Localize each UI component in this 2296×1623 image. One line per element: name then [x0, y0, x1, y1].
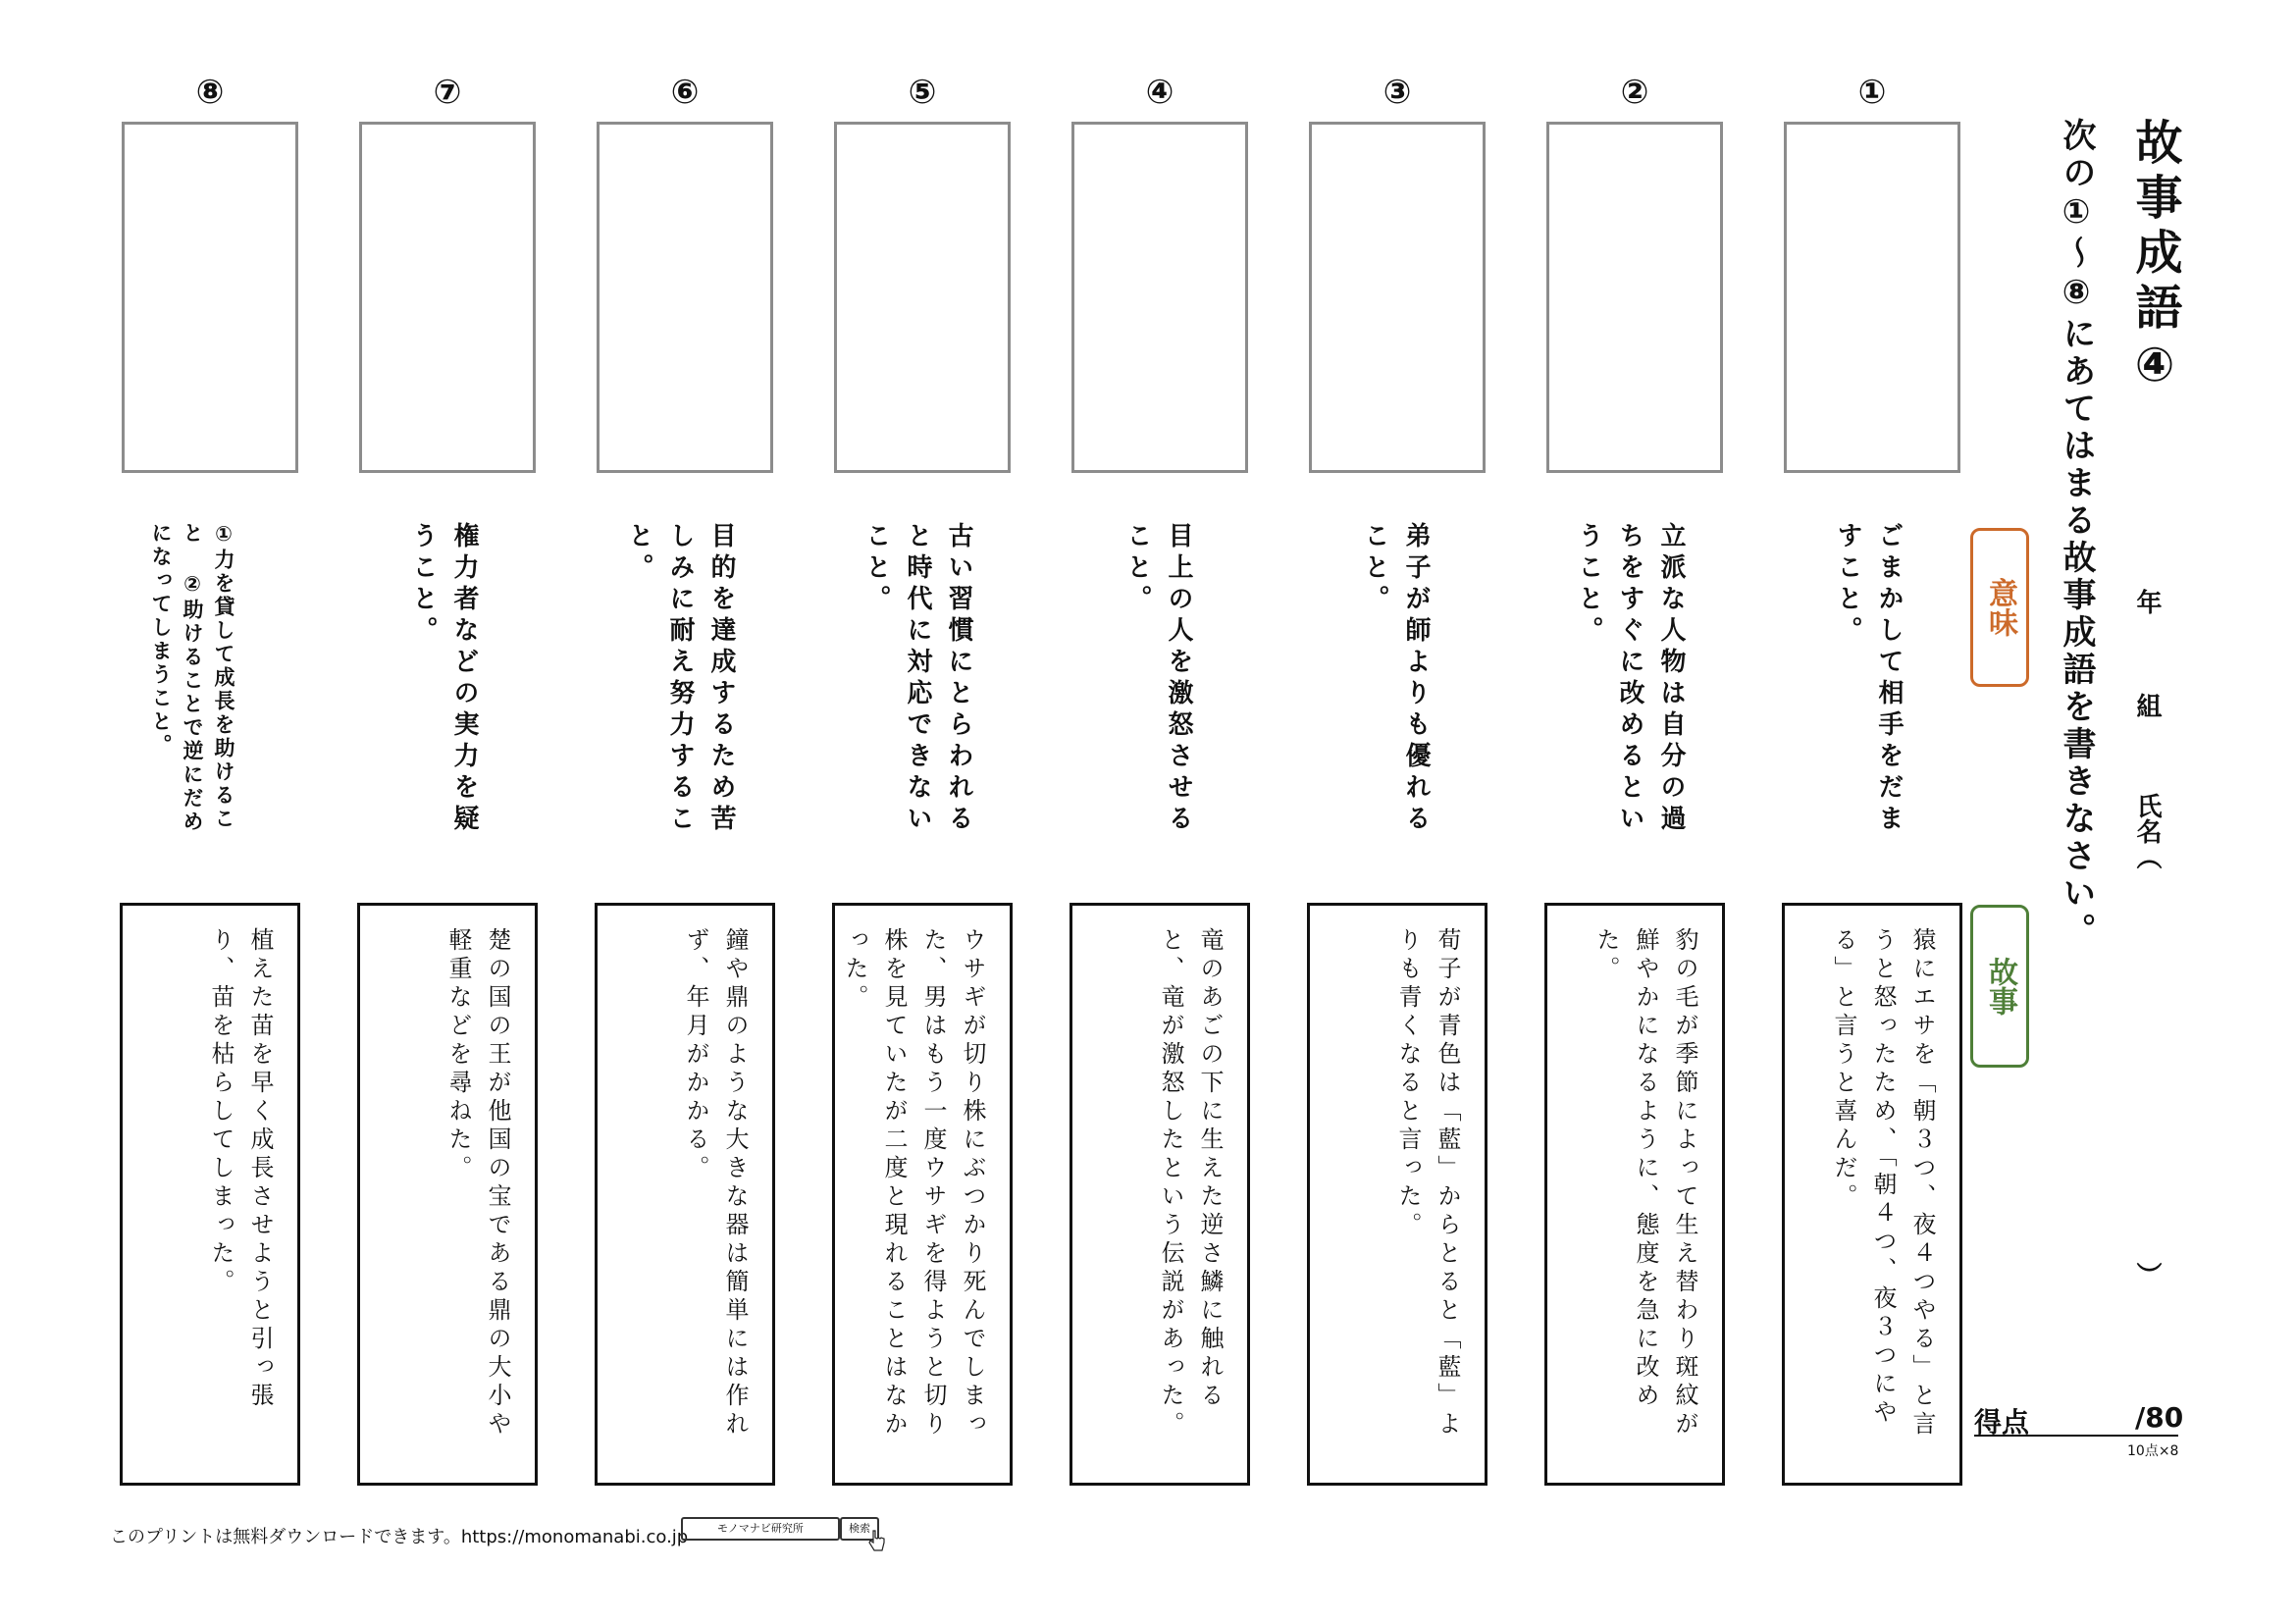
- story-box: [1782, 903, 1962, 1486]
- meaning-text: 目的を達成するため苦しみに耐え努力すること。: [624, 522, 736, 836]
- item-number: ⑦: [433, 73, 462, 112]
- answer-box-5[interactable]: [834, 122, 1011, 473]
- search-button[interactable]: 検索: [840, 1517, 879, 1541]
- answer-box-3[interactable]: [1309, 122, 1486, 473]
- meaning-text: 古い習慣にとらわれると時代に対応できないこと。: [861, 522, 973, 836]
- name-close-paren: ）: [2132, 1262, 2162, 1287]
- meaning-text: 権力者などの実力を疑うこと。: [408, 522, 479, 836]
- score-max: /80: [2135, 1401, 2184, 1434]
- footer-text: このプリントは無料ダウンロードできます。https://monomanabi.co.jp: [110, 1527, 689, 1547]
- story-box: [1307, 903, 1487, 1486]
- story-text: 植えた苗を早く成長させようと引っ張り、苗を枯らしてしまった。: [207, 927, 274, 1411]
- story-box: [832, 903, 1013, 1486]
- name-label: 氏名（: [2132, 793, 2162, 869]
- score-underline: [1974, 1435, 2178, 1437]
- item-number: ⑧: [195, 73, 225, 112]
- item-number: ⑤: [908, 73, 937, 112]
- item-number: ③: [1383, 73, 1412, 112]
- year-label: 年: [2132, 589, 2162, 614]
- story-text: 豹の毛が季節によって生え替わり斑紋が鮮やかになるように、態度を急に改めた。: [1592, 927, 1698, 1440]
- story-label: 故事: [1970, 905, 2029, 1068]
- instruction-text: 次の①〜⑧にあてはまる故事成語を書きなさい。: [2057, 118, 2096, 950]
- item-number: ②: [1620, 73, 1649, 112]
- story-text: 竜のあごの下に生えた逆さ鱗に触れると、竜が激怒したという伝説があった。: [1157, 927, 1224, 1440]
- answer-box-4[interactable]: [1071, 122, 1248, 473]
- answer-box-6[interactable]: [597, 122, 773, 473]
- answer-box-1[interactable]: [1784, 122, 1960, 473]
- answer-box-2[interactable]: [1546, 122, 1723, 473]
- item-number: ④: [1145, 73, 1174, 112]
- story-text: 猿にエサを「朝３つ、夜４つやる」と言うと怒ったため、「朝４つ、夜３つにやる」と言うと喜んだ。: [1830, 927, 1936, 1440]
- answer-box-8[interactable]: [122, 122, 298, 473]
- meaning-text: 目上の人を激怒させること。: [1122, 522, 1193, 836]
- meaning-text: ごまかして相手をだますこと。: [1833, 522, 1904, 836]
- story-text: 鐘や鼎のような大きな器は簡単には作れず、年月がかかる。: [682, 927, 749, 1440]
- score-note: 10点×8: [2127, 1443, 2179, 1459]
- answer-box-7[interactable]: [359, 122, 536, 473]
- meaning-label: 意味: [1970, 528, 2029, 687]
- meaning-text: 立派な人物は自分の過ちをすぐに改めるということ。: [1574, 522, 1686, 836]
- story-box: [595, 903, 775, 1486]
- story-text: 楚の国の王が他国の宝である鼎の大小や軽重などを尋ねた。: [444, 927, 511, 1440]
- meaning-text: 弟子が師よりも優れること。: [1360, 522, 1431, 836]
- score-label: 得点: [1974, 1406, 2030, 1439]
- story-box: [1070, 903, 1250, 1486]
- story-box: [357, 903, 538, 1486]
- story-box: [1544, 903, 1725, 1486]
- story-text: ウサギが切り株にぶつかり死んでしまった、男はもう一度ウサギを得ようと切り株を見ていたが二度と現れることはなかった。: [841, 927, 986, 1440]
- story-box: [120, 903, 300, 1486]
- search-box[interactable]: モノマナビ研究所: [681, 1517, 840, 1541]
- class-label: 組: [2132, 693, 2162, 718]
- worksheet-title: 故事成語④: [2127, 118, 2182, 400]
- item-number: ①: [1857, 73, 1887, 112]
- story-text: 荀子が青色は「藍」からとると「藍」よりも青くなると言った。: [1394, 927, 1461, 1440]
- meaning-text: ①力を貸して成長を助けること ②助けることで逆にだめになってしまうこと。: [149, 522, 235, 834]
- hand-cursor-icon: [867, 1529, 887, 1554]
- item-number: ⑥: [670, 73, 700, 112]
